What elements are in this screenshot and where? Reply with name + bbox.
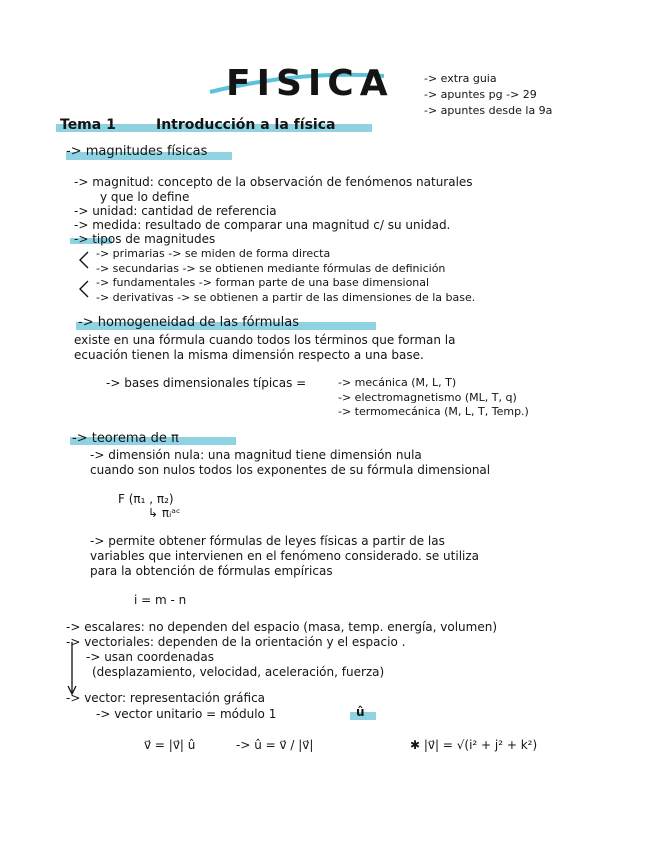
magnitudes-line-9: -> derivativas -> se obtienen a partir de las dimensiones de la base. <box>96 291 476 304</box>
teorema-header: -> teorema de π <box>72 431 179 446</box>
teorema-line-4: variables que intervienen en el fenómeno considerado. se utiliza <box>90 549 480 563</box>
side-note-3: -> apuntes desde la 9a <box>424 104 553 117</box>
u-hat-symbol: û <box>356 705 365 719</box>
vector-unitario-line: -> vector unitario = módulo 1 <box>96 707 277 721</box>
homog-line-2: ecuación tienen la misma dimensión respecto a una base. <box>74 348 424 362</box>
magnitudes-line-2: y que lo define <box>100 190 190 204</box>
tema-name: Introducción a la física <box>156 117 336 133</box>
formula-pi-i: ↳ πᵢᵃᶜ <box>148 506 181 520</box>
magnitudes-line-6: -> primarias -> se miden de forma directa <box>96 247 331 260</box>
equation-v: v⃗ = |v⃗| û <box>144 738 196 752</box>
homog-header: -> homogeneidad de las fórmulas <box>78 315 299 330</box>
side-note-2: -> apuntes pg -> 29 <box>424 88 537 101</box>
base-mecanica: -> mecánica (M, L, T) <box>338 376 457 389</box>
vector-line: -> vector: representación gráfica <box>66 691 266 705</box>
side-note-1: -> extra guia <box>424 72 497 85</box>
bases-label: -> bases dimensionales típicas = <box>106 376 307 390</box>
magnitudes-line-4: -> medida: resultado de comparar una magnitud c/ su unidad. <box>74 218 451 232</box>
teorema-line-1: -> dimensión nula: una magnitud tiene dimensión nula <box>90 448 422 462</box>
equation-modulo: ✱ |v⃗| = √(i² + j² + k²) <box>410 738 538 752</box>
vectoriales-line: -> vectoriales: dependen de la orientación y el espacio . <box>66 635 406 649</box>
brace-2 <box>80 281 88 297</box>
magnitudes-line-5: -> tipos de magnitudes <box>74 232 216 246</box>
homog-line-1: existe en una fórmula cuando todos los términos que forman la <box>74 333 456 347</box>
formula-f-pi: F (π₁ , π₂) <box>118 492 174 506</box>
teorema-line-2: cuando son nulos todos los exponentes de su fórmula dimensional <box>90 463 491 477</box>
teorema-line-5: para la obtención de fórmulas empíricas <box>90 564 333 578</box>
base-termomecanica: -> termomecánica (M, L, T, Temp.) <box>338 405 529 418</box>
coordenadas-line: -> usan coordenadas <box>86 650 215 664</box>
tema-number: Tema 1 <box>60 117 116 133</box>
formula-i-m-n: i = m - n <box>134 593 187 607</box>
magnitudes-header: -> magnitudes físicas <box>66 144 208 159</box>
magnitudes-line-1: -> magnitud: concepto de la observación de fenómenos naturales <box>74 175 473 189</box>
ejemplos-line: (desplazamiento, velocidad, aceleración, fuerza) <box>92 665 385 679</box>
equation-u-hat: -> û = v⃗ / |v⃗| <box>236 738 314 752</box>
magnitudes-line-8: -> fundamentales -> forman parte de una base dimensional <box>96 276 430 289</box>
brace-1 <box>80 252 88 268</box>
teorema-line-3: -> permite obtener fórmulas de leyes físicas a partir de las <box>90 534 445 548</box>
magnitudes-line-7: -> secundarias -> se obtienen mediante fórmulas de definición <box>96 262 446 275</box>
escalares-line: -> escalares: no dependen del espacio (masa, temp. energía, volumen) <box>66 620 498 634</box>
base-electromagnetismo: -> electromagnetismo (ML, T, q) <box>338 391 517 404</box>
magnitudes-line-3: -> unidad: cantidad de referencia <box>74 204 277 218</box>
page-title: FISICA <box>226 63 394 104</box>
